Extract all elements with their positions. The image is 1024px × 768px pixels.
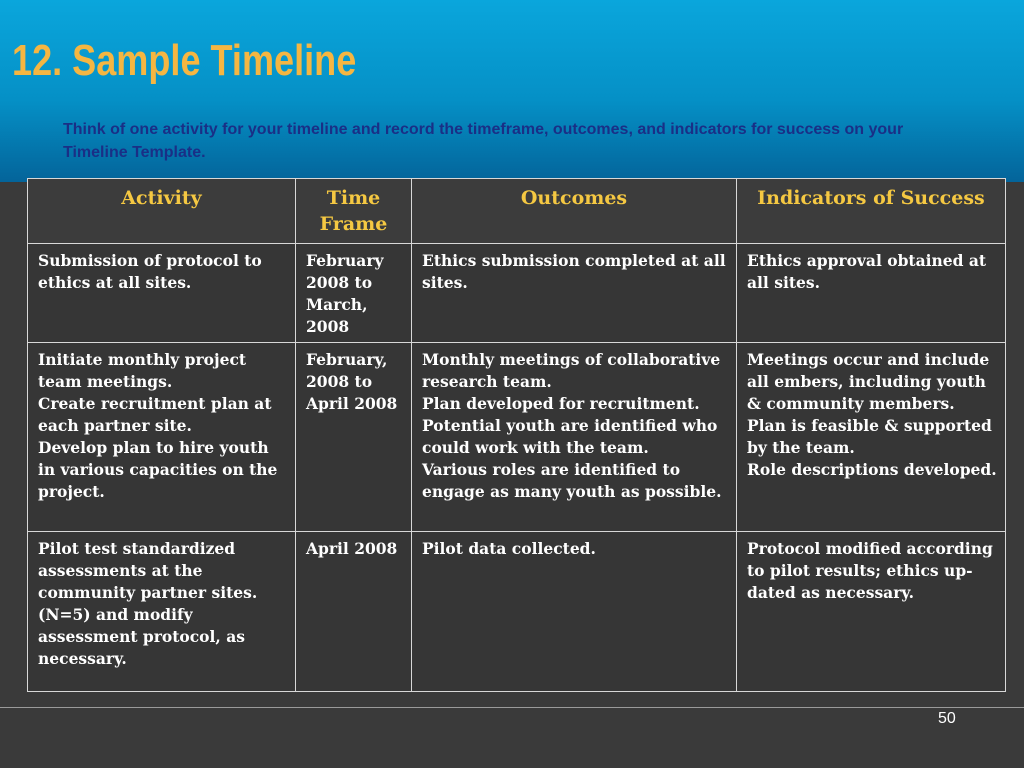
table-row [28, 343, 1006, 532]
slide-subtitle: Think of one activity for your timeline and record the timeframe, outcomes, and indicators for success on your Timeline Template. [63, 121, 904, 161]
slide-header [0, 0, 1024, 182]
cell-outcomes: Ethics submission completed at all sites. [412, 244, 737, 343]
cell-outcomes: Monthly meetings of collaborative research team. Plan developed for recruitment. Potential youth are identified who could work with the team. Various roles are identified to engage as many youth as possible. [412, 343, 737, 532]
header-outcomes: Outcomes [412, 179, 737, 244]
cell-activity: Submission of protocol to ethics at all sites. [28, 244, 296, 343]
cell-time-frame: February 2008 to March, 2008 [296, 244, 412, 343]
cell-indicators: Protocol modified according to pilot results; ethics up-dated as necessary. [737, 532, 1006, 692]
cell-indicators: Meetings occur and include all embers, including youth & community members. Plan is feasible & supported by the team. Role descriptions developed. [737, 343, 1006, 532]
header-time-frame: Time Frame [296, 179, 412, 244]
table-row [28, 532, 1006, 692]
page-number: 50 [938, 710, 956, 727]
footer-divider [0, 707, 1024, 708]
timeline-table [27, 178, 1006, 692]
cell-indicators: Ethics approval obtained at all sites. [737, 244, 1006, 343]
table-row [28, 244, 1006, 343]
cell-activity: Pilot test standardized assessments at the community partner sites. (N=5) and modify assessment protocol, as necessary. [28, 532, 296, 692]
cell-time-frame: April 2008 [296, 532, 412, 692]
cell-outcomes: Pilot data collected. [412, 532, 737, 692]
header-activity: Activity [28, 179, 296, 244]
table-header-row [28, 179, 1006, 244]
cell-activity: Initiate monthly project team meetings. Create recruitment plan at each partner site. Develop plan to hire youth in various capacities on the project. [28, 343, 296, 532]
header-indicators-of-success: Indicators of Success [737, 179, 1006, 244]
slide-title: 12. Sample Timeline [12, 36, 357, 85]
cell-time-frame: February, 2008 to April 2008 [296, 343, 412, 532]
